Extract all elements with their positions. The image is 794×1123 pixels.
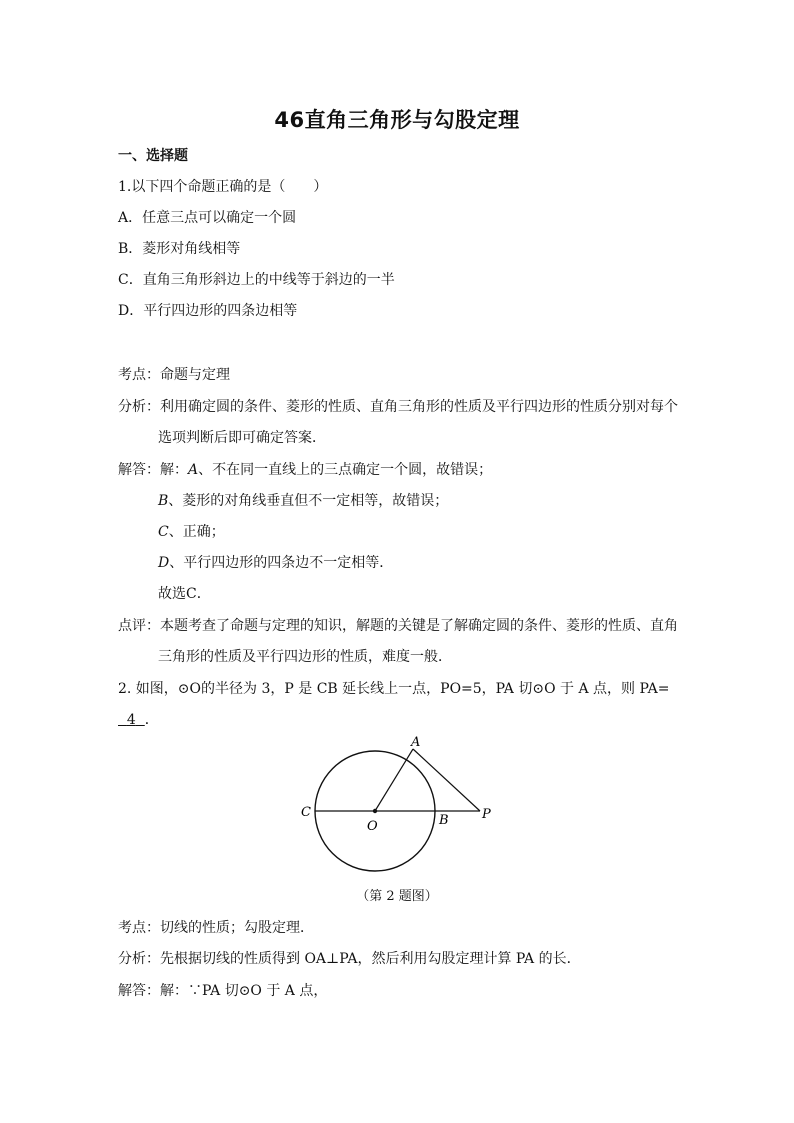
q1-stem: 1.以下四个命题正确的是（ ） xyxy=(118,179,328,195)
answer-text: 、正确； xyxy=(168,524,225,540)
label-p: P xyxy=(482,807,491,822)
answer-letter: A xyxy=(188,462,199,478)
q1-option-b: B．菱形对角线相等 xyxy=(118,241,241,257)
q2-answer-blank xyxy=(118,710,145,730)
label-a: A xyxy=(411,736,421,750)
label-b: B xyxy=(439,813,449,828)
tangent-pa xyxy=(413,749,480,811)
center-point-o xyxy=(373,809,377,813)
label-o: O xyxy=(367,819,378,834)
answer-text: 、不在同一直线上的三点确定一个圆，故错误； xyxy=(198,462,493,478)
q2-stem-line-2 xyxy=(118,710,159,730)
answer-letter: D xyxy=(158,555,170,571)
q2-analysis: 分析：先根据切线的性质得到 OA⊥PA，然后利用勾股定理计算 PA 的长． xyxy=(118,951,581,967)
page-title: 46直角三角形与勾股定理 xyxy=(274,108,520,132)
radius-oa xyxy=(375,749,413,811)
q2-circle-figure xyxy=(290,736,510,881)
q1-option-a: A．任意三点可以确定一个圆 xyxy=(118,210,297,226)
q1-answer-line-5: 故选C． xyxy=(158,586,211,602)
q1-comment-line-2: 三角形的性质及平行四边形的性质，难度一般． xyxy=(158,649,452,665)
q1-analysis-line-1: 分析：利用确定圆的条件、菱形的性质、直角三角形的性质及平行四边形的性质分别对每个 xyxy=(118,399,678,415)
q2-answer: 4 xyxy=(126,712,136,728)
section-heading: 一、选择题 xyxy=(118,148,188,164)
q2-stem-end: ． xyxy=(144,712,159,728)
q1-comment-line-1: 点评：本题考查了命题与定理的知识，解题的关键是了解确定圆的条件、菱形的性质、直角 xyxy=(118,618,678,634)
q1-option-c: C．直角三角形斜边上的中线等于斜边的一半 xyxy=(118,272,395,288)
q2-kaodian: 考点：切线的性质；勾股定理． xyxy=(118,920,314,936)
answer-letter: B xyxy=(158,493,169,509)
q1-option-d: D．平行四边形的四条边相等 xyxy=(118,303,298,319)
q1-answer-line-4 xyxy=(158,553,393,573)
answer-text: 、菱形的对角线垂直但不一定相等，故错误； xyxy=(168,493,449,509)
q1-analysis-line-2: 选项判断后即可确定答案． xyxy=(158,430,326,446)
q2-stem-line-1: 2. 如图，⊙O的半径为 3，P 是 CB 延长线上一点，PO=5，PA 切⊙O 于 A 点，则 PA= xyxy=(118,681,670,697)
answer-letter: C xyxy=(158,524,169,540)
answer-prefix: 解答：解： xyxy=(118,462,188,478)
q1-kaodian: 考点：命题与定理 xyxy=(118,367,230,383)
q1-answer-line-1 xyxy=(118,460,492,480)
q2-answer: 解答：解：∵PA 切⊙O 于 A 点， xyxy=(118,983,328,999)
answer-text: 、平行四边形的四条边不一定相等． xyxy=(169,555,394,571)
q1-answer-line-2 xyxy=(158,491,448,511)
q1-answer-line-3 xyxy=(158,522,225,542)
figure-caption: （第 2 题图） xyxy=(356,889,438,904)
label-c: C xyxy=(301,805,311,820)
